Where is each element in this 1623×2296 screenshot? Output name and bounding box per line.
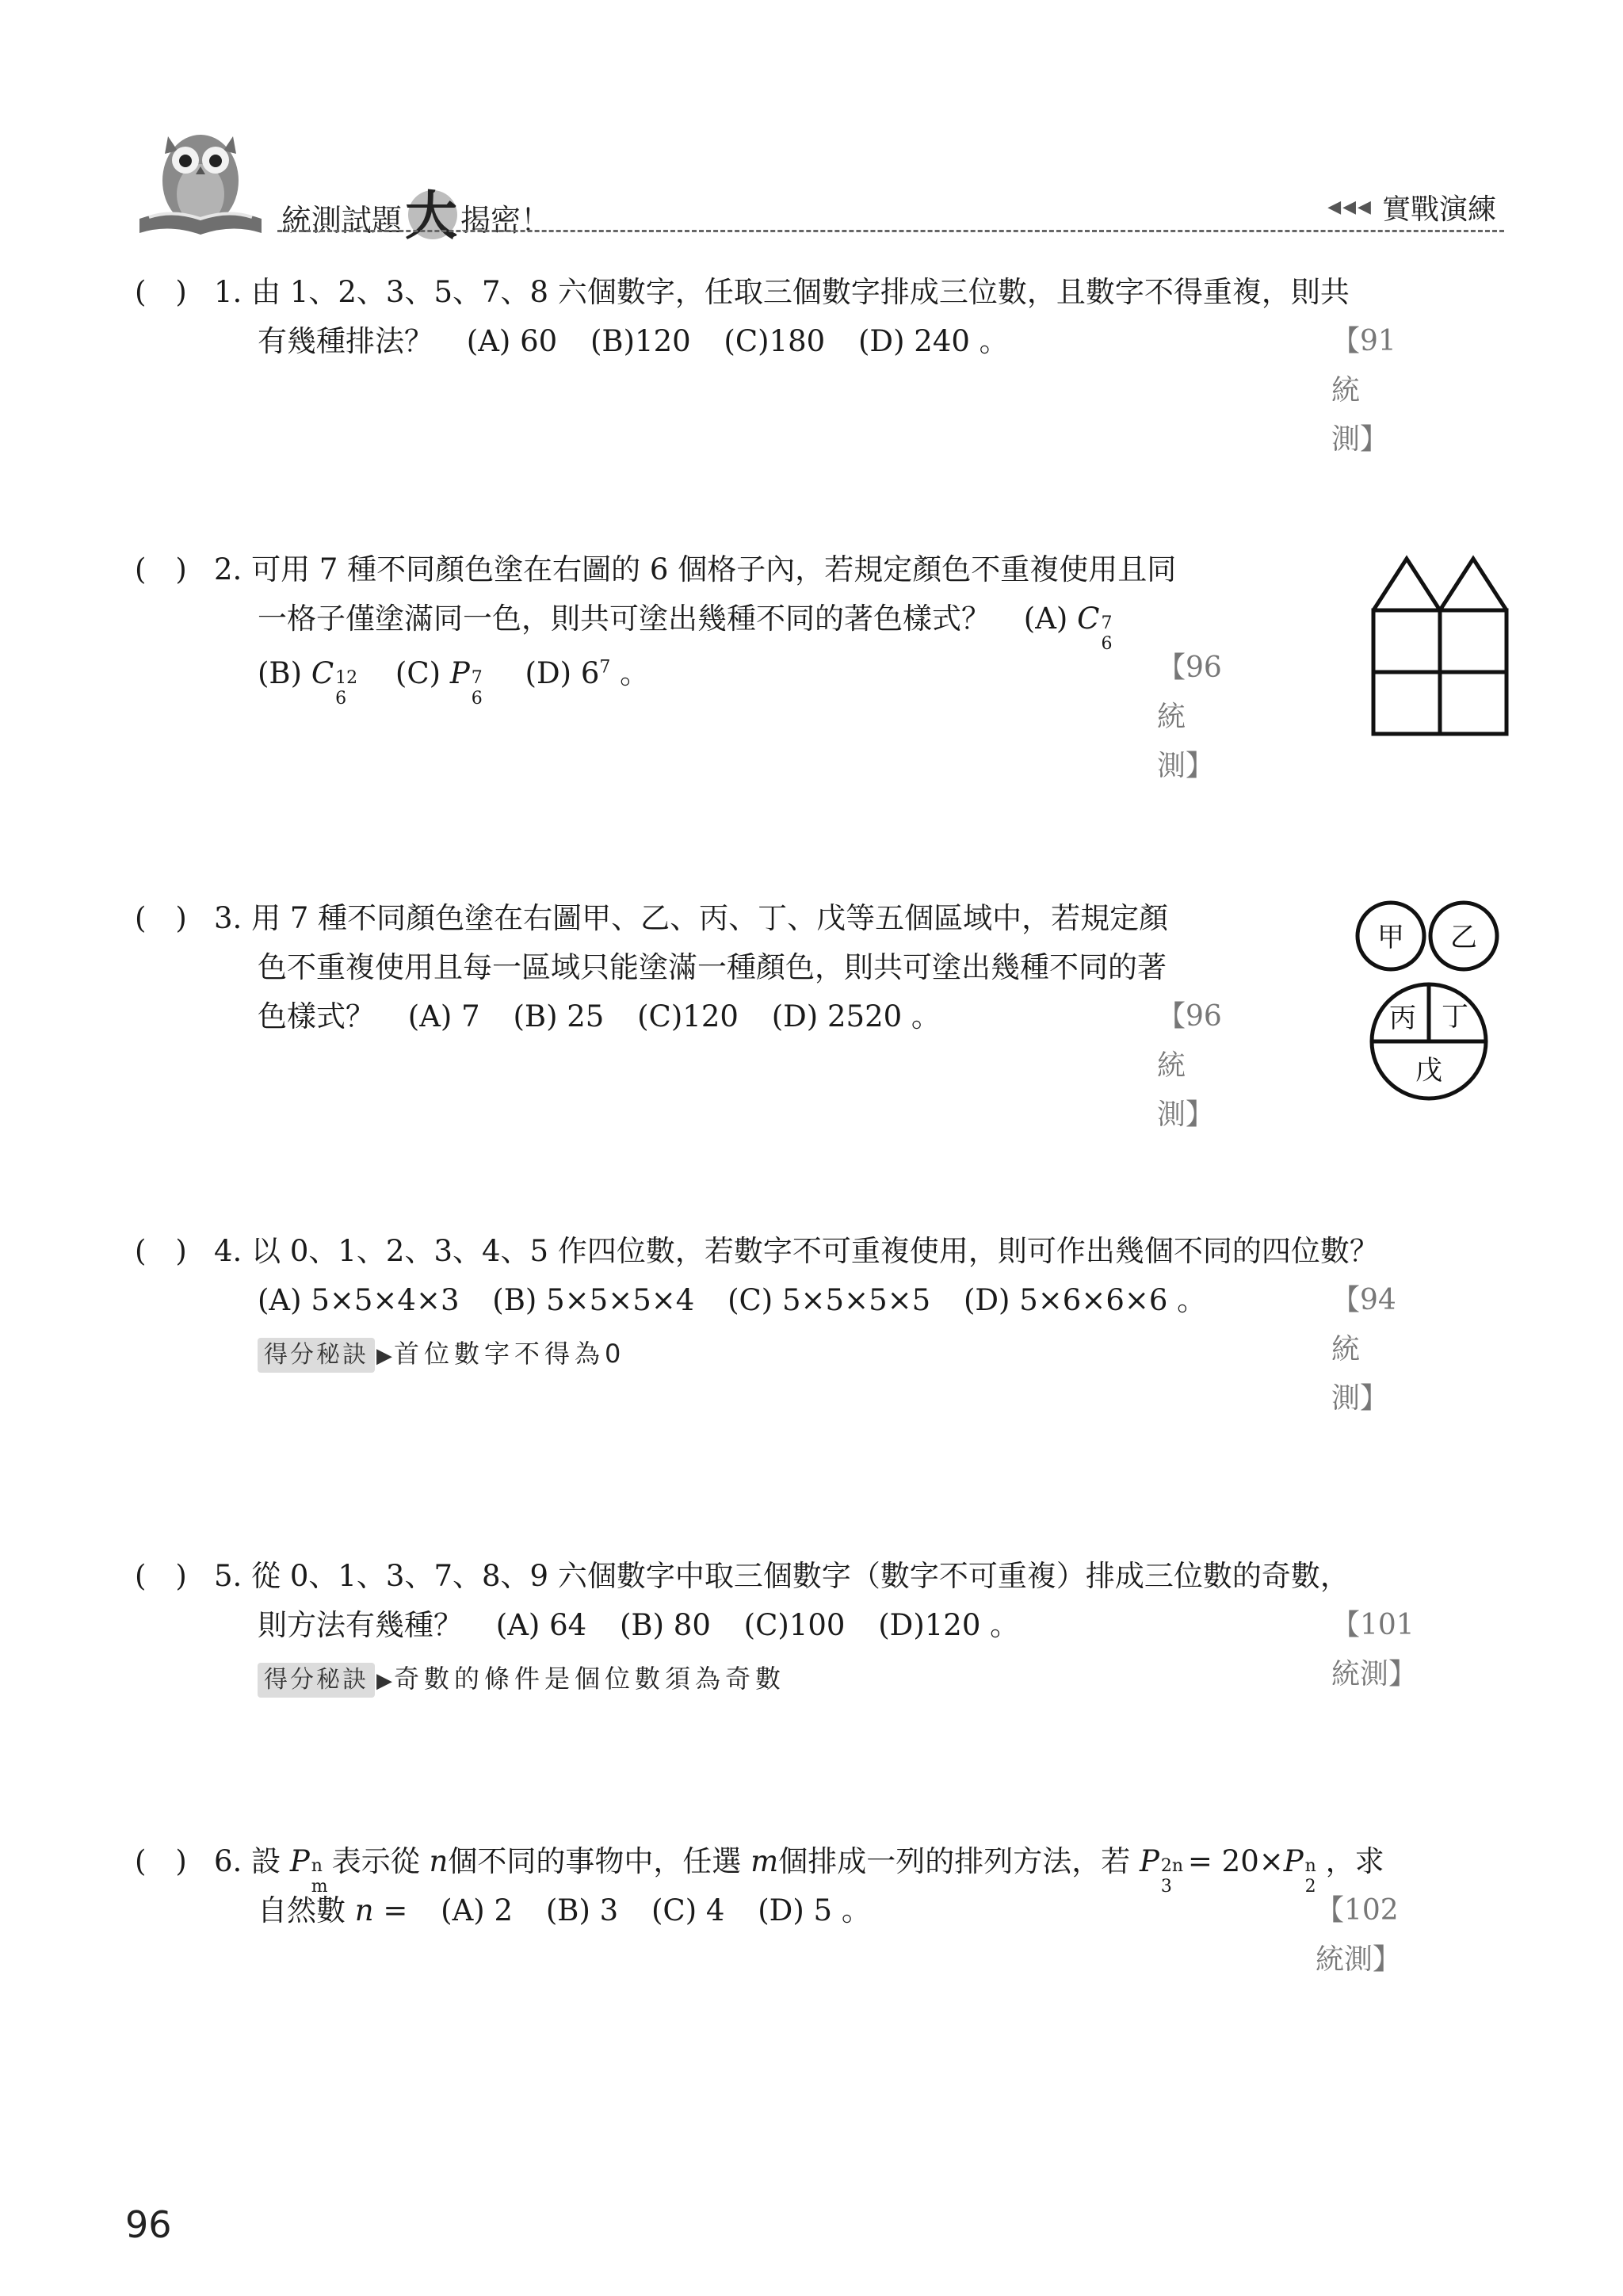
option-d: (D) 2520 。 [771, 999, 941, 1033]
question-number: 3. [214, 901, 242, 935]
region-label-jia: 甲 [1377, 922, 1404, 953]
question-text-line1: 以 0、1、2、3、4、5 作四位數，若數字不可重複使用，則可作出幾個不同的四位數？ [251, 1234, 1379, 1268]
scoring-tip-badge: 得分秘訣 [258, 1338, 375, 1373]
two-house-grid-figure [1369, 555, 1512, 739]
option-b: (B)120 [590, 324, 691, 358]
option-a: (A) 2 [441, 1893, 514, 1927]
question-text-line3: 色樣式？ [258, 999, 375, 1033]
option-d: (D) 240 。 [858, 324, 1009, 358]
header-title-big-char: 大 [405, 185, 458, 246]
exam-source: 【96 統測】 [1157, 1000, 1222, 1131]
question-text-line2: 一格子僅塗滿同一色，則共可塗出幾種不同的著色樣式？ [258, 602, 991, 636]
permutation-symbol: P [289, 1844, 310, 1878]
answer-blank[interactable]: ( ) [135, 552, 187, 586]
option-d: (D) 5×6×6×6 。 [963, 1283, 1207, 1317]
question-2 [135, 545, 1222, 782]
header-divider [277, 230, 1504, 232]
question-number: 5. [214, 1559, 242, 1593]
question-text-line2: 自然數 [258, 1893, 346, 1927]
region-label-ding: 丁 [1442, 1001, 1468, 1033]
option-d: (D) $6^7$ 。 [525, 656, 650, 691]
option-c: (C)100 [743, 1608, 846, 1642]
region-label-bing: 丙 [1389, 1003, 1416, 1034]
header-title-prefix: 統測試題 [281, 203, 403, 238]
region-label-yi: 乙 [1450, 922, 1477, 953]
answer-blank[interactable]: ( ) [135, 1844, 187, 1878]
question-6: ( ) 6. 設 P n m 表示從 n個不同的事物中，任選 m個排成一列的排列方法，若 P 2n 3 = 20×P n 2 ，求 自然數 n = (A) 2 (B) 3 (C) 4 (D) 5 。 【102 統測】 [135, 1837, 1384, 1935]
owl-reading-book-icon [133, 119, 268, 238]
option-c: (C) 5×5×5×5 [727, 1283, 931, 1317]
scoring-tip-badge: 得分秘訣 [258, 1663, 375, 1698]
option-b: (B) 3 [545, 1893, 619, 1927]
exam-source: 【91 統測】 [1331, 325, 1396, 456]
option-d: (D)120 。 [878, 1608, 1020, 1642]
question-number: 1. [214, 275, 242, 309]
exam-source: 【102 統測】 [1316, 1894, 1402, 1976]
option-c: (C)180 [724, 324, 826, 358]
option-a: (A) 64 [495, 1608, 587, 1642]
triple-left-arrow-icon: ◀◀◀ [1327, 197, 1373, 217]
option-b: (B) C 12 6 [258, 656, 358, 709]
region-label-wu: 戊 [1415, 1055, 1442, 1087]
question-4 [135, 1227, 1396, 1415]
option-c: (C) P 7 6 [395, 656, 483, 709]
question-text-line1: 可用 7 種不同顏色塗在右圖的 6 個格子內，若規定顏色不重複使用且同 [251, 552, 1177, 586]
question-text-line2: 有幾種排法？ [258, 324, 433, 358]
question-text-line1: 用 7 種不同顏色塗在右圖甲、乙、丙、丁、戊等五個區域中，若規定顏 [251, 901, 1169, 935]
question-1 [135, 268, 1396, 456]
question-number: 6. [214, 1844, 242, 1878]
option-c: (C) 4 [651, 1893, 725, 1927]
exam-source: 【96 統測】 [1157, 651, 1222, 782]
option-b: (B) 5×5×5×4 [492, 1283, 695, 1317]
question-3 [135, 894, 1222, 1131]
header-title-suffix: 揭密！ [460, 203, 552, 238]
triangle-right-icon: ▶ [376, 1669, 392, 1693]
answer-blank[interactable]: ( ) [135, 1559, 187, 1593]
option-d: (D) 5 。 [758, 1893, 871, 1927]
section-label [1327, 187, 1496, 227]
answer-blank[interactable]: ( ) [135, 275, 187, 309]
section-title: 實戰演練 [1381, 193, 1496, 226]
scoring-tip-text: 奇數的條件是個位數須為奇數 [394, 1664, 786, 1694]
question-5 [135, 1552, 1418, 1706]
page-number: 96 [125, 2203, 172, 2246]
option-a: (A) C 7 6 [1023, 602, 1113, 654]
question-number: 2. [214, 552, 242, 586]
question-text-line1: 從 0、1、3、7、8、9 六個數字中取三個數字（數字不可重複）排成三位數的奇數， [251, 1559, 1350, 1593]
answer-blank[interactable]: ( ) [135, 1234, 187, 1268]
exam-source: 【94 統測】 [1331, 1284, 1396, 1415]
five-region-circle-figure [1354, 899, 1504, 1102]
option-a: (A) 5×5×4×3 [258, 1283, 460, 1317]
option-b: (B) 25 [513, 999, 605, 1033]
question-number: 4. [214, 1234, 242, 1268]
answer-blank[interactable]: ( ) [135, 901, 187, 935]
option-a: (A) 60 [466, 324, 558, 358]
scoring-tip-text: 首位數字不得為0 [394, 1339, 626, 1369]
question-text-line2: 則方法有幾種？ [258, 1608, 463, 1642]
triangle-right-icon: ▶ [376, 1344, 392, 1368]
option-b: (B) 80 [619, 1608, 711, 1642]
exam-source: 【101 統測】 [1331, 1609, 1418, 1690]
question-text-line2: 色不重複使用且每一區域只能塗滿一種顏色，則共可塗出幾種不同的著 [258, 950, 1167, 984]
option-c: (C)120 [637, 999, 739, 1033]
option-a: (A) 7 [407, 999, 480, 1033]
question-text-line1: 由 1、2、3、5、7、8 六個數字，任取三個數字排成三位數，且數字不得重複，則共 [251, 275, 1350, 309]
